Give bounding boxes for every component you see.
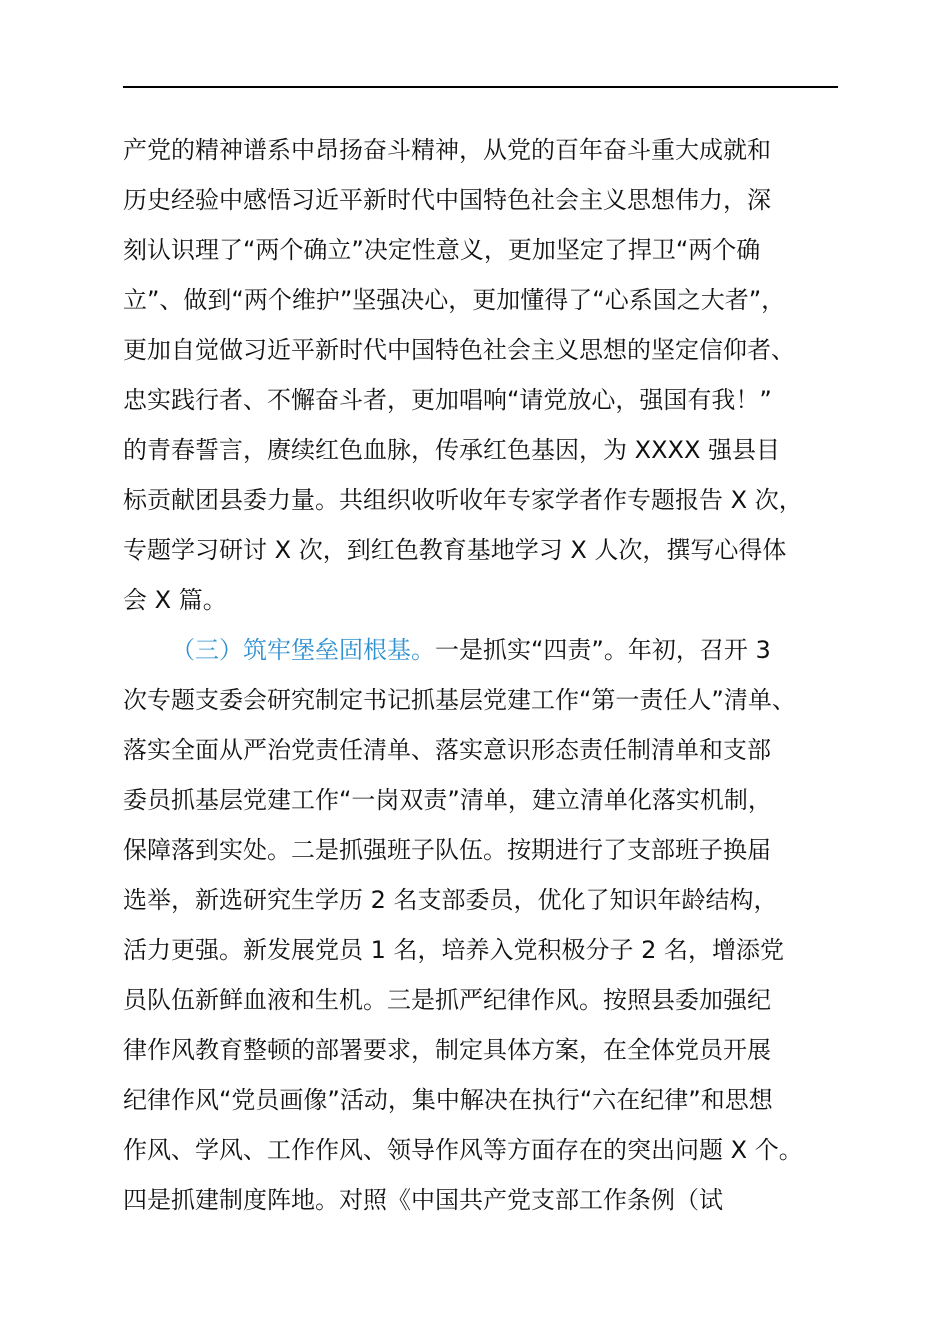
document-body	[123, 125, 858, 1225]
section-line-9: 纪律作风“党员画像”活动，集中解决在执行“六在纪律”和思想	[123, 1086, 773, 1114]
section-line-5: 选举，新选研究生学历 2 名支部委员，优化了知识年龄结构，	[123, 886, 778, 914]
section-line-4: 保障落到实处。二是抓强班子队伍。按期进行了支部班子换届	[123, 836, 771, 864]
text-line-10: 会 X 篇。	[123, 586, 227, 614]
text-line-4: 立”、做到“两个维护”坚强决心，更加懂得了“心系国之大者”，	[123, 286, 786, 314]
text-line-9: 专题学习研讨 X 次，到红色教育基地学习 X 人次，撰写心得体	[123, 536, 787, 564]
section-line-6: 活力更强。新发展党员 1 名，培养入党积极分子 2 名，增添党	[123, 936, 785, 964]
text-line-1: 产党的精神谱系中昂扬奋斗精神，从党的百年奋斗重大成就和	[123, 136, 771, 164]
section-line-1: 次专题支委会研究制定书记抓基层党建工作“第一责任人”清单、	[123, 686, 796, 714]
section-line-7: 员队伍新鲜血液和生机。三是抓严纪律作风。按照县委加强纪	[123, 986, 771, 1014]
section-first-line-text: 一是抓实“四责”。年初，召开 3	[435, 636, 771, 664]
text-line-3: 刻认识理了“两个确立”决定性意义，更加坚定了捍卫“两个确	[123, 236, 761, 264]
section-line-11: 四是抓建制度阵地。对照《中国共产党支部工作条例（试	[123, 1186, 723, 1214]
section-line-3: 委员抓基层党建工作“一岗双责”清单，建立清单化落实机制，	[123, 786, 772, 814]
text-line-6: 忠实践行者、不懈奋斗者，更加唱响“请党放心，强国有我！”	[123, 386, 772, 414]
section-line-8: 律作风教育整顿的部署要求，制定具体方案，在全体党员开展	[123, 1036, 771, 1064]
header-rule	[123, 86, 838, 88]
section-first-line	[123, 625, 858, 675]
text-line-5: 更加自觉做习近平新时代中国特色社会主义思想的坚定信仰者、	[123, 336, 795, 364]
section-heading: （三）筑牢堡垒固根基。	[171, 636, 435, 664]
text-line-7: 的青春誓言，赓续红色血脉，传承红色基因，为 XXXX 强县目	[123, 436, 781, 464]
text-line-8: 标贡献团县委力量。共组织收听收年专家学者作专题报告 X 次，	[123, 486, 803, 514]
section-line-2: 落实全面从严治党责任清单、落实意识形态责任制清单和支部	[123, 736, 771, 764]
section-line-10: 作风、学风、工作作风、领导作风等方面存在的突出问题 X 个。	[123, 1136, 803, 1164]
text-line-2: 历史经验中感悟习近平新时代中国特色社会主义思想伟力，深	[123, 186, 771, 214]
